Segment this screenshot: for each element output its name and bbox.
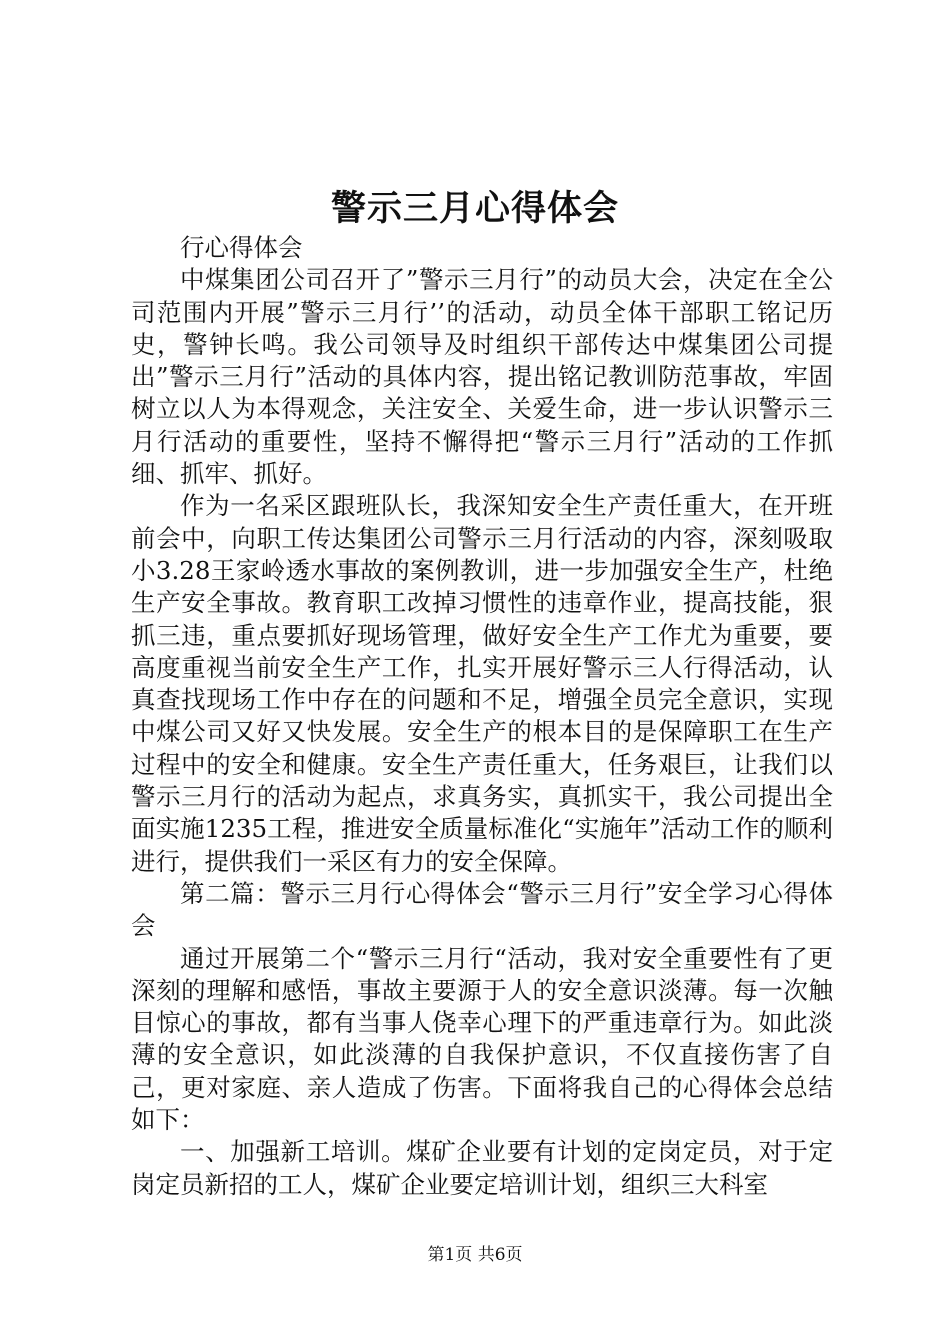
- paragraph: 通过开展第二个“警示三月行“活动，我对安全重要性有了更深刻的理解和感悟，事故主要源于人的安全意识淡薄。每一次触目惊心的事故，都有当事人侥幸心理下的严重违章行为。如此淡薄的安全意识，如此淡薄的自我保护意识，不仅直接伤害了自己，更对家庭、亲人造成了伤害。下面将我自己的心得体会总结如下：: [131, 943, 833, 1135]
- paragraph: 一、加强新工培训。煤矿企业要有计划的定岗定员，对于定岗定员新招的工人，煤矿企业要定培训计划，组织三大科室: [131, 1137, 833, 1199]
- document-body: [131, 232, 833, 1201]
- paragraph: 第二篇：警示三月行心得体会“警示三月行”安全学习心得体会: [131, 878, 833, 941]
- paragraph: 行心得体会: [180, 233, 303, 262]
- paragraph: 中煤集团公司召开了”警示三月行”的动员大会，决定在全公司范围内开展”警示三月行’’的活动，动员全体干部职工铭记历史，警钟长鸣。我公司领导及时组织干部传达中煤集团公司提出”警示三月行”活动的具体内容，提出铭记教训防范事故，牢固树立以人为本得观念，关注安全、关爱生命，进一步认识警示三月行活动的重要性，坚持不懈得把“警示三月行”活动的工作抓细、抓牢、抓好。: [131, 265, 833, 489]
- document-title: 警示三月心得体会: [330, 188, 619, 229]
- page-footer: 第1页 共6页: [427, 1245, 523, 1265]
- paragraph: 作为一名采区跟班队长，我深知安全生产责任重大，在开班前会中，向职工传达集团公司警示三月行活动的内容，深刻吸取小3.28王家岭透水事故的案例教训，进一步加强安全生产，杜绝生产安全事故。教育职工改掉习惯性的违章作业，提高技能，狠抓三违，重点要抓好现场管理，做好安全生产工作尤为重要，要高度重视当前安全生产工作，扎实开展好警示三人行得活动，认真查找现场工作中存在的问题和不足，增强全员完全意识，实现中煤公司又好又快发展。安全生产的根本目的是保障职工在生产过程中的安全和健康。安全生产责任重大，任务艰巨，让我们以警示三月行的活动为起点，求真务实，真抓实干，我公司提出全面实施1235工程，推进安全质量标准化“实施年”活动工作的顺利进行，提供我们一采区有力的安全保障。: [131, 491, 833, 876]
